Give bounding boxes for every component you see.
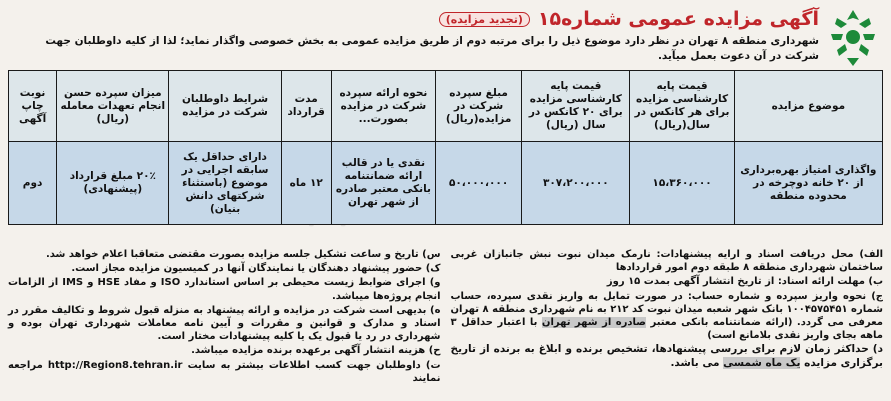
header-performance-bond: میزان سپرده حسن انجام تعهدات معامله (ریال) (57, 71, 169, 142)
term-alef-text: نارمک میدان نبوت نبش جانبازان غربی ساختمان شهرداری منطقه ۸ طبقه دوم امور قراردادها (450, 249, 883, 274)
terms-section (8, 248, 883, 398)
term-vav: و) اجرای ضوابط زیست محیطی بر اساس استاندارد ISO و مفاد HSE و IMS از الزامات انجام پروژه‌ها میباشد. (8, 277, 441, 302)
title-row (399, 8, 819, 30)
table-row (9, 142, 883, 225)
header-subject: موضوع مزایده (734, 71, 882, 142)
term-dal (451, 343, 884, 369)
term-dal-highlight: یک ماه شمسی (723, 356, 801, 369)
header-print-round: نوبت چاپ آگهی (9, 71, 57, 142)
term-dal-label: د) حداکثر زمان لازم برای بررسی پیشنهادها، تشخیص برنده و ابلاغ به برنده از تاریخ برگزاری مزایده (450, 343, 883, 369)
tehran-municipality-logo-icon (825, 6, 881, 68)
term-ha: ح) هزینه انتشار آگهی برعهده برنده مزایده میباشد. (191, 345, 441, 357)
term-kaf: ک) حضور پیشنهاد دهندگان یا نمایندگان آنها در کمیسیون مزایده مجاز است. (71, 263, 441, 275)
intro-text: شهرداری منطقه ۸ تهران در نظر دارد موضوع ذیل را برای مرتبه دوم از طریق مزایده عمومی به بخش خصوصی واگذار نماید؛ لذا از کلیه داوطلبان جهت شرکت در آن دعوت بعمل میآید. (45, 35, 819, 62)
term-be-label: ب) مهلت ارائه اسناد: (777, 276, 883, 288)
header-conditions: شرایط داوطلبان شرکت در مزایده (169, 71, 281, 142)
term-jim-text-end: با اعتبار حداقل ۳ ماهه بجای واریز نقدی بلامانع است) (450, 317, 883, 342)
cell-total-price: ۳۰۷،۲۰۰،۰۰۰ (522, 142, 630, 225)
term-be (451, 275, 884, 288)
cell-performance-bond: ۲۰٪ مبلغ قرارداد (پیشنهادی) (57, 142, 169, 225)
cell-deposit-method: نقدی یا در قالب ارائه ضمانتنامه بانکی معتبر صادره از شهر تهران (331, 142, 435, 225)
header-deposit-method: نحوه ارائه سپرده شرکت در مزایده بصورت... (331, 71, 435, 142)
cell-deposit: ۵۰،۰۰۰،۰۰۰ (436, 142, 522, 225)
header-unit-price: قیمت پایه کارشناسی مزایده برای هر کانکس در سال(ریال) (630, 71, 734, 142)
header-deposit: مبلغ سپرده شرکت در مزایده(ریال) (436, 71, 522, 142)
term-he: ه) بدیهی است شرکت در مزایده و ارائه پیشنهاد به منزله قبول شروط و تکالیف مقرر در اسناد و مدارک و قوانین و مقررات و آیین نامه معاملات شهرداری تهران بوده و شهرداری در رد یا قبول یک یا کلیه پیشنهادات مختار است. (8, 304, 441, 343)
term-ta (8, 359, 441, 385)
renewal-badge: (تجدید مزایده) (439, 12, 530, 27)
cell-duration: ۱۲ ماه (281, 142, 331, 225)
website-link[interactable]: http://Region8.tehran.ir (47, 359, 183, 371)
term-dal-end: می باشد. (670, 356, 720, 369)
term-sin: س) تاریخ و ساعت تشکیل جلسه مزایده بصورت مقتضی متعاقبا اعلام خواهد شد. (45, 249, 441, 260)
term-be-text: از تاریخ انتشار آگهی بمدت ۱۵ روز (606, 276, 775, 288)
term-alef (451, 248, 884, 274)
terms-left-column (8, 248, 441, 398)
cell-subject: واگذاری امتیاز بهره‌برداری از ۲۰ خانه دوچرخه در محدوده منطقه (734, 142, 882, 225)
term-jim-text: در صورت تمایل به واریز نقدی سپرده، حساب شماره ۱۰۰۴۵۷۵۴۵۱ بانک شهر شعبه میدان نبوت کد ۲۱۲ به نام شهرداری منطقه ۸ تهران معرفی می گردد. (ارائه ضمانتنامه بانکی معتبر (450, 290, 884, 329)
term-jim (451, 290, 884, 343)
ad-title: آگهی مزایده عمومی شماره۱۵ (537, 8, 819, 30)
term-jim-label: ج) نحوه واریز سپرده و شماره حساب: (687, 290, 884, 302)
term-ta-text: ت) داوطلبان جهت کسب اطلاعات بیشتر به سایت (187, 359, 441, 371)
header-total-price: قیمت پایه کارشناسی مزایده برای ۲۰ کانکس در سال (ریال) (522, 71, 630, 142)
term-alef-label: الف) محل دریافت اسناد و ارایه پیشنهادات: (656, 249, 883, 260)
table-header-row (9, 71, 883, 142)
cell-unit-price: ۱۵،۳۶۰،۰۰۰ (630, 142, 734, 225)
term-jim-highlight: صادره از شهر تهران (541, 317, 646, 329)
header-duration: مدت قرارداد (281, 71, 331, 142)
term-ta-end: مراجعه نمایند (8, 359, 441, 384)
cell-conditions: دارای حداقل یک سابقه اجرایی در موضوع (باستثناء شرکتهای دانش بنیان) (169, 142, 281, 225)
terms-right-column (451, 248, 884, 398)
auction-table (8, 70, 883, 225)
header (6, 4, 885, 74)
cell-print-round: دوم (9, 142, 57, 225)
